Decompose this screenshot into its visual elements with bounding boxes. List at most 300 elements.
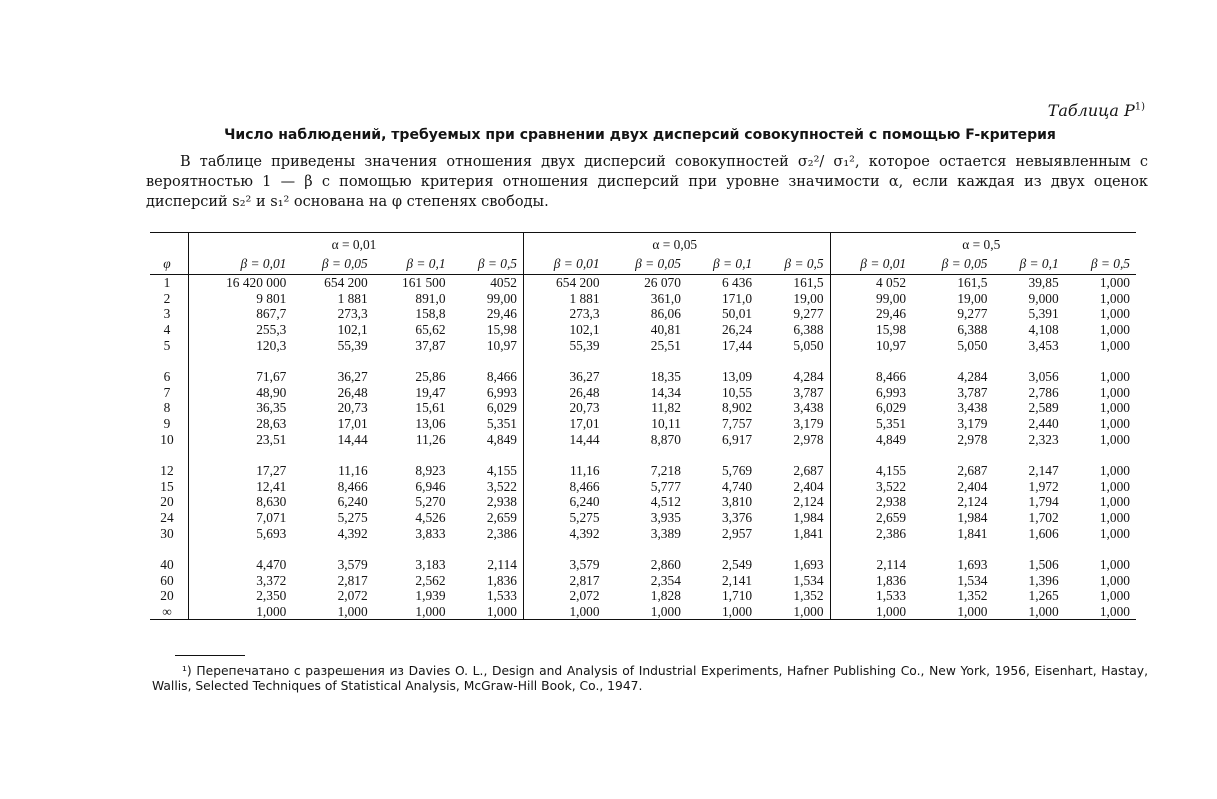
value-cell: 6 436 <box>721 275 753 291</box>
footnote-divider <box>175 655 245 656</box>
value-cell: 6,029 <box>876 400 907 416</box>
intro-text: В таблице приведены значения отношения двух дисперсий совокупностей σ₂²/ σ₁², которое остается невыявленным с вероятностью 1 — β с помощью критерия отношения дисперсий при уровне значимости α, если каждая из двух оценок дисперсий s₂² и s₁² основана на φ степенях свободы. <box>146 154 1148 210</box>
value-cell: 1,000 <box>1099 494 1130 510</box>
value-cell: 1,000 <box>189 604 293 620</box>
value-cell: 891,0 <box>415 290 446 306</box>
value-cell: 39,85 <box>1028 275 1059 291</box>
value-cell: 3,810 <box>721 494 753 510</box>
value-cell: 1,000 <box>452 604 524 620</box>
phi-header-blank <box>150 233 189 254</box>
value-cell: 19,00 <box>957 290 988 306</box>
value-cell: 4,470 <box>256 557 287 573</box>
value-cell: 273,3 <box>569 306 600 322</box>
value-cell: 2,978 <box>758 431 830 447</box>
value-cell: 14,34 <box>650 384 681 400</box>
value-cell: 1,000 <box>1099 463 1130 479</box>
table-row <box>150 416 1136 432</box>
beta-column-header: β = 0,1 <box>687 253 758 275</box>
value-cell: 6,388 <box>957 322 988 338</box>
value-cell: 2,860 <box>650 557 681 573</box>
phi-cell: 60 <box>150 573 189 589</box>
value-cell: 4,284 <box>957 369 988 385</box>
phi-cell: 12 <box>150 463 189 479</box>
value-cell: 102,1 <box>569 322 600 338</box>
phi-cell: 5 <box>150 337 189 353</box>
value-cell: 654 200 <box>324 275 368 291</box>
value-cell: 3,389 <box>650 525 681 541</box>
value-cell: 1,352 <box>957 588 988 604</box>
value-cell: 3,438 <box>957 400 988 416</box>
spacer-cell <box>912 353 993 369</box>
value-cell: 17,44 <box>721 337 753 353</box>
spacer-cell <box>687 353 758 369</box>
value-cell: 3,833 <box>415 525 446 541</box>
value-cell: 4,155 <box>876 463 907 479</box>
spacer-cell <box>150 541 189 557</box>
phi-cell: ∞ <box>150 604 189 620</box>
value-cell: 3,453 <box>1028 337 1059 353</box>
value-cell: 6,993 <box>452 385 524 401</box>
table-row <box>150 400 1136 416</box>
value-cell: 1,000 <box>912 604 993 620</box>
value-cell: 9 801 <box>256 290 287 306</box>
value-cell: 3,438 <box>758 400 830 416</box>
value-cell: 2,124 <box>957 494 988 510</box>
value-cell: 3,183 <box>415 557 446 573</box>
value-cell: 171,0 <box>721 290 753 306</box>
value-cell: 71,67 <box>256 369 287 385</box>
value-cell: 6,917 <box>721 431 753 447</box>
value-cell: 10,55 <box>721 384 753 400</box>
value-cell: 5,769 <box>721 463 753 479</box>
spacer-cell <box>189 447 293 463</box>
spacer-cell <box>687 447 758 463</box>
table-row <box>150 604 1136 620</box>
value-cell: 1,984 <box>758 510 830 526</box>
value-cell: 1,000 <box>1099 290 1130 306</box>
value-cell: 14,44 <box>569 431 600 447</box>
phi-cell: 40 <box>150 557 189 573</box>
value-cell: 1,693 <box>957 557 988 573</box>
value-cell: 28,63 <box>256 416 287 432</box>
value-cell: 2,124 <box>758 494 830 510</box>
value-cell: 4,740 <box>721 478 753 494</box>
value-cell: 5,275 <box>569 510 600 526</box>
value-cell: 2,957 <box>721 525 753 541</box>
value-cell: 18,35 <box>650 369 681 385</box>
value-cell: 37,87 <box>415 337 446 353</box>
value-cell: 2,938 <box>876 494 907 510</box>
value-cell: 1,702 <box>1028 510 1059 526</box>
spacer-cell <box>758 541 830 557</box>
value-cell: 36,27 <box>569 369 600 385</box>
value-cell: 4052 <box>452 275 524 291</box>
value-cell: 3,935 <box>650 510 681 526</box>
value-cell: 2,147 <box>1028 463 1059 479</box>
table-row <box>150 275 1136 291</box>
value-cell: 273,3 <box>337 306 368 322</box>
value-cell: 161,5 <box>758 275 830 291</box>
spacer-cell <box>993 541 1064 557</box>
value-cell: 2,659 <box>876 510 907 526</box>
value-cell: 15,98 <box>452 322 524 338</box>
table-row <box>150 588 1136 604</box>
table-row <box>150 291 1136 307</box>
footnote: ¹) Перепечатано с разрешения из Davies O. L., Design and Analysis of Industrial Experiments, Hafner Publishing Co., New York, 1956, Eisenhart, Hastay, Wallis, Selected Techniques of Statistical Analysis, McGraw-Hill Book, Co., 1947. <box>152 664 1148 693</box>
value-cell: 4,284 <box>758 369 830 385</box>
value-cell: 2,562 <box>415 572 446 588</box>
spacer-cell <box>606 353 687 369</box>
value-cell: 2,350 <box>256 588 287 604</box>
spacer-cell <box>1065 353 1136 369</box>
value-cell: 6,240 <box>569 494 600 510</box>
intro-paragraph <box>146 152 1148 212</box>
value-cell: 2,687 <box>758 463 830 479</box>
value-cell: 1,000 <box>1099 588 1130 604</box>
alpha-header-row <box>150 233 1136 254</box>
value-cell: 1,710 <box>721 588 753 604</box>
value-cell: 1,000 <box>1099 510 1130 526</box>
value-cell: 11,82 <box>651 400 681 416</box>
value-cell: 17,01 <box>569 416 600 432</box>
spacer-cell <box>452 541 524 557</box>
phi-cell: 8 <box>150 400 189 416</box>
value-cell: 361,0 <box>650 290 681 306</box>
value-cell: 6,946 <box>415 478 446 494</box>
value-cell: 15,61 <box>415 400 446 416</box>
spacer-cell <box>292 353 373 369</box>
alpha-group-header: α = 0,5 <box>830 233 1136 254</box>
spacer-cell <box>606 447 687 463</box>
value-cell: 7,757 <box>721 416 753 432</box>
value-cell: 20,73 <box>569 400 600 416</box>
value-cell: 8,466 <box>337 478 368 494</box>
beta-column-header: β = 0,05 <box>606 253 687 275</box>
value-cell: 1 881 <box>337 290 368 306</box>
value-cell: 13,09 <box>721 369 753 385</box>
value-cell: 5,270 <box>415 494 446 510</box>
value-cell: 2,386 <box>452 525 524 541</box>
value-cell: 2,114 <box>452 557 524 573</box>
value-cell: 1,000 <box>292 604 373 620</box>
value-cell: 86,06 <box>650 306 681 322</box>
phi-cell: 20 <box>150 494 189 510</box>
table-row <box>150 306 1136 322</box>
table-body <box>150 275 1136 620</box>
value-cell: 99,00 <box>876 290 907 306</box>
value-cell: 1,000 <box>1065 604 1136 620</box>
value-cell: 5,777 <box>650 478 681 494</box>
value-cell: 1,000 <box>1099 322 1130 338</box>
value-cell: 2,549 <box>721 557 753 573</box>
value-cell: 2,817 <box>337 572 368 588</box>
value-cell: 1,000 <box>1099 400 1130 416</box>
value-cell: 2,589 <box>1028 400 1059 416</box>
spacer-cell <box>993 447 1064 463</box>
value-cell: 1,000 <box>1099 525 1130 541</box>
value-cell: 3,056 <box>1028 369 1059 385</box>
value-cell: 2,072 <box>569 588 600 604</box>
value-cell: 120,3 <box>256 337 287 353</box>
value-cell: 29,46 <box>876 306 907 322</box>
value-cell: 8,466 <box>876 369 907 385</box>
spacer-cell <box>374 447 452 463</box>
value-cell: 25,51 <box>650 337 681 353</box>
spacer-cell <box>374 541 452 557</box>
value-cell: 5,275 <box>337 510 368 526</box>
phi-cell: 9 <box>150 416 189 432</box>
value-cell: 2,978 <box>957 431 988 447</box>
value-cell: 9,277 <box>957 306 988 322</box>
value-cell: 50,01 <box>721 306 753 322</box>
value-cell: 3,522 <box>876 478 907 494</box>
group-spacer-row <box>150 541 1136 557</box>
value-cell: 2,114 <box>876 557 907 573</box>
value-cell: 3,579 <box>569 557 600 573</box>
value-cell: 29,46 <box>452 306 524 322</box>
spacer-cell <box>687 541 758 557</box>
spacer-cell <box>912 447 993 463</box>
value-cell: 5,391 <box>1028 306 1059 322</box>
value-cell: 1,000 <box>993 604 1064 620</box>
value-cell: 5,351 <box>876 416 907 432</box>
table-label <box>1048 101 1145 120</box>
value-cell: 3,376 <box>721 510 753 526</box>
phi-cell: 15 <box>150 479 189 495</box>
value-cell: 65,62 <box>415 322 446 338</box>
phi-cell: 6 <box>150 369 189 385</box>
value-cell: 3,787 <box>758 385 830 401</box>
value-cell: 1,841 <box>957 525 988 541</box>
table-row <box>150 322 1136 338</box>
spacer-cell <box>1065 447 1136 463</box>
value-cell: 4,108 <box>1028 322 1059 338</box>
value-cell: 26,48 <box>569 384 600 400</box>
value-cell: 36,27 <box>337 369 368 385</box>
value-cell: 9,277 <box>758 306 830 322</box>
value-cell: 14,44 <box>337 431 368 447</box>
value-cell: 10,11 <box>651 416 681 432</box>
value-cell: 2,141 <box>721 572 753 588</box>
phi-cell: 3 <box>150 306 189 322</box>
value-cell: 1,836 <box>876 572 907 588</box>
value-cell: 2,354 <box>650 572 681 588</box>
table-row <box>150 479 1136 495</box>
beta-column-header: β = 0,1 <box>993 253 1064 275</box>
value-cell: 161,5 <box>957 275 988 291</box>
value-cell: 1,534 <box>758 573 830 589</box>
spacer-cell <box>150 447 189 463</box>
spacer-cell <box>524 353 606 369</box>
value-cell: 1,828 <box>650 588 681 604</box>
value-cell: 8,902 <box>721 400 753 416</box>
value-cell: 4,526 <box>415 510 446 526</box>
value-cell: 1,000 <box>374 604 452 620</box>
value-cell: 2,687 <box>957 463 988 479</box>
spacer-cell <box>452 447 524 463</box>
spacer-cell <box>993 353 1064 369</box>
phi-cell: 2 <box>150 291 189 307</box>
value-cell: 1,794 <box>1028 494 1059 510</box>
value-cell: 5,351 <box>452 416 524 432</box>
value-cell: 1,000 <box>524 604 606 620</box>
group-spacer-row <box>150 447 1136 463</box>
value-cell: 48,90 <box>256 384 287 400</box>
alpha-group-header: α = 0,01 <box>189 233 524 254</box>
table-label-text: Таблица P <box>1047 101 1135 120</box>
value-cell: 1,265 <box>1028 588 1059 604</box>
beta-column-header: β = 0,05 <box>912 253 993 275</box>
value-cell: 1,693 <box>758 557 830 573</box>
spacer-cell <box>189 353 293 369</box>
spacer-cell <box>830 353 912 369</box>
value-cell: 11,16 <box>569 463 600 479</box>
phi-cell: 7 <box>150 385 189 401</box>
value-cell: 19,00 <box>758 291 830 307</box>
f-test-table <box>150 232 1136 620</box>
value-cell: 3,179 <box>957 416 988 432</box>
beta-column-header: β = 0,5 <box>452 253 524 275</box>
value-cell: 1,000 <box>758 604 830 620</box>
value-cell: 1,000 <box>1099 572 1130 588</box>
table-title: Число наблюдений, требуемых при сравнении двух дисперсий совокупностей с помощью F-критерия <box>224 127 1056 143</box>
value-cell: 3,579 <box>337 557 368 573</box>
value-cell: 6,029 <box>452 400 524 416</box>
value-cell: 6,240 <box>337 494 368 510</box>
value-cell: 4,392 <box>569 525 600 541</box>
spacer-cell <box>292 541 373 557</box>
spacer-cell <box>830 447 912 463</box>
value-cell: 8,630 <box>256 494 287 510</box>
value-cell: 25,86 <box>415 369 446 385</box>
value-cell: 1,939 <box>415 588 446 604</box>
value-cell: 26,24 <box>721 322 753 338</box>
spacer-cell <box>292 447 373 463</box>
value-cell: 12,41 <box>256 478 287 494</box>
value-cell: 2,404 <box>758 479 830 495</box>
value-cell: 11,16 <box>338 463 368 479</box>
spacer-cell <box>189 541 293 557</box>
value-cell: 4,512 <box>650 494 681 510</box>
value-cell: 158,8 <box>415 306 446 322</box>
table-row <box>150 431 1136 447</box>
spacer-cell <box>524 541 606 557</box>
spacer-cell <box>524 447 606 463</box>
value-cell: 1,000 <box>1099 384 1130 400</box>
value-cell: 1,836 <box>452 573 524 589</box>
spacer-cell <box>758 353 830 369</box>
value-cell: 3,522 <box>452 479 524 495</box>
value-cell: 2,323 <box>1028 431 1059 447</box>
value-cell: 1 881 <box>569 290 600 306</box>
value-cell: 17,01 <box>337 416 368 432</box>
value-cell: 1,000 <box>830 604 912 620</box>
group-spacer-row <box>150 353 1136 369</box>
beta-column-header: β = 0,5 <box>1065 253 1136 275</box>
value-cell: 1,972 <box>1028 478 1059 494</box>
table-row <box>150 385 1136 401</box>
value-cell: 1,533 <box>876 588 907 604</box>
value-cell: 16 420 000 <box>226 275 287 291</box>
beta-header-row <box>150 253 1136 275</box>
value-cell: 1,606 <box>1028 525 1059 541</box>
value-cell: 1,000 <box>1099 478 1130 494</box>
value-cell: 1,000 <box>1099 337 1130 353</box>
value-cell: 5,693 <box>256 525 287 541</box>
value-cell: 1,000 <box>1099 416 1130 432</box>
value-cell: 15,98 <box>876 322 907 338</box>
value-cell: 3,372 <box>256 572 287 588</box>
spacer-cell <box>830 541 912 557</box>
value-cell: 2,072 <box>337 588 368 604</box>
value-cell: 255,3 <box>256 322 287 338</box>
value-cell: 8,923 <box>415 463 446 479</box>
value-cell: 11,26 <box>415 431 446 447</box>
spacer-cell <box>452 353 524 369</box>
value-cell: 2,938 <box>452 494 524 510</box>
value-cell: 6,388 <box>758 322 830 338</box>
table-row <box>150 463 1136 479</box>
phi-cell: 24 <box>150 510 189 526</box>
value-cell: 5,050 <box>758 337 830 353</box>
value-cell: 3,787 <box>957 384 988 400</box>
value-cell: 55,39 <box>569 337 600 353</box>
value-cell: 1,841 <box>758 525 830 541</box>
beta-column-header: β = 0,5 <box>758 253 830 275</box>
value-cell: 2,817 <box>569 572 600 588</box>
phi-cell: 30 <box>150 525 189 541</box>
value-cell: 1,000 <box>1099 275 1130 291</box>
value-cell: 6,993 <box>876 384 907 400</box>
value-cell: 3,179 <box>758 416 830 432</box>
value-cell: 10,97 <box>452 337 524 353</box>
value-cell: 1,000 <box>606 604 687 620</box>
value-cell: 2,440 <box>1028 416 1059 432</box>
value-cell: 2,404 <box>957 478 988 494</box>
beta-column-header: β = 0,01 <box>524 253 606 275</box>
value-cell: 10,97 <box>876 337 907 353</box>
beta-column-header: β = 0,1 <box>374 253 452 275</box>
value-cell: 161 500 <box>402 275 446 291</box>
value-cell: 4,849 <box>876 431 907 447</box>
alpha-group-header: α = 0,05 <box>524 233 831 254</box>
table-row <box>150 525 1136 541</box>
value-cell: 55,39 <box>337 337 368 353</box>
value-cell: 26 070 <box>644 275 681 291</box>
value-cell: 1,396 <box>1028 572 1059 588</box>
spacer-cell <box>912 541 993 557</box>
value-cell: 1,984 <box>957 510 988 526</box>
value-cell: 19,47 <box>415 384 446 400</box>
phi-cell: 10 <box>150 431 189 447</box>
value-cell: 2,786 <box>1028 384 1059 400</box>
value-cell: 7,071 <box>256 510 287 526</box>
value-cell: 26,48 <box>337 384 368 400</box>
value-cell: 8,466 <box>569 478 600 494</box>
spacer-cell <box>758 447 830 463</box>
value-cell: 5,050 <box>957 337 988 353</box>
value-cell: 8,870 <box>650 431 681 447</box>
value-cell: 13,06 <box>415 416 446 432</box>
value-cell: 4,392 <box>337 525 368 541</box>
value-cell: 1,000 <box>687 604 758 620</box>
value-cell: 1,000 <box>1099 306 1130 322</box>
spacer-cell <box>150 353 189 369</box>
value-cell: 7,218 <box>650 463 681 479</box>
value-cell: 9,000 <box>1028 290 1059 306</box>
value-cell: 2,659 <box>452 510 524 526</box>
value-cell: 99,00 <box>452 291 524 307</box>
